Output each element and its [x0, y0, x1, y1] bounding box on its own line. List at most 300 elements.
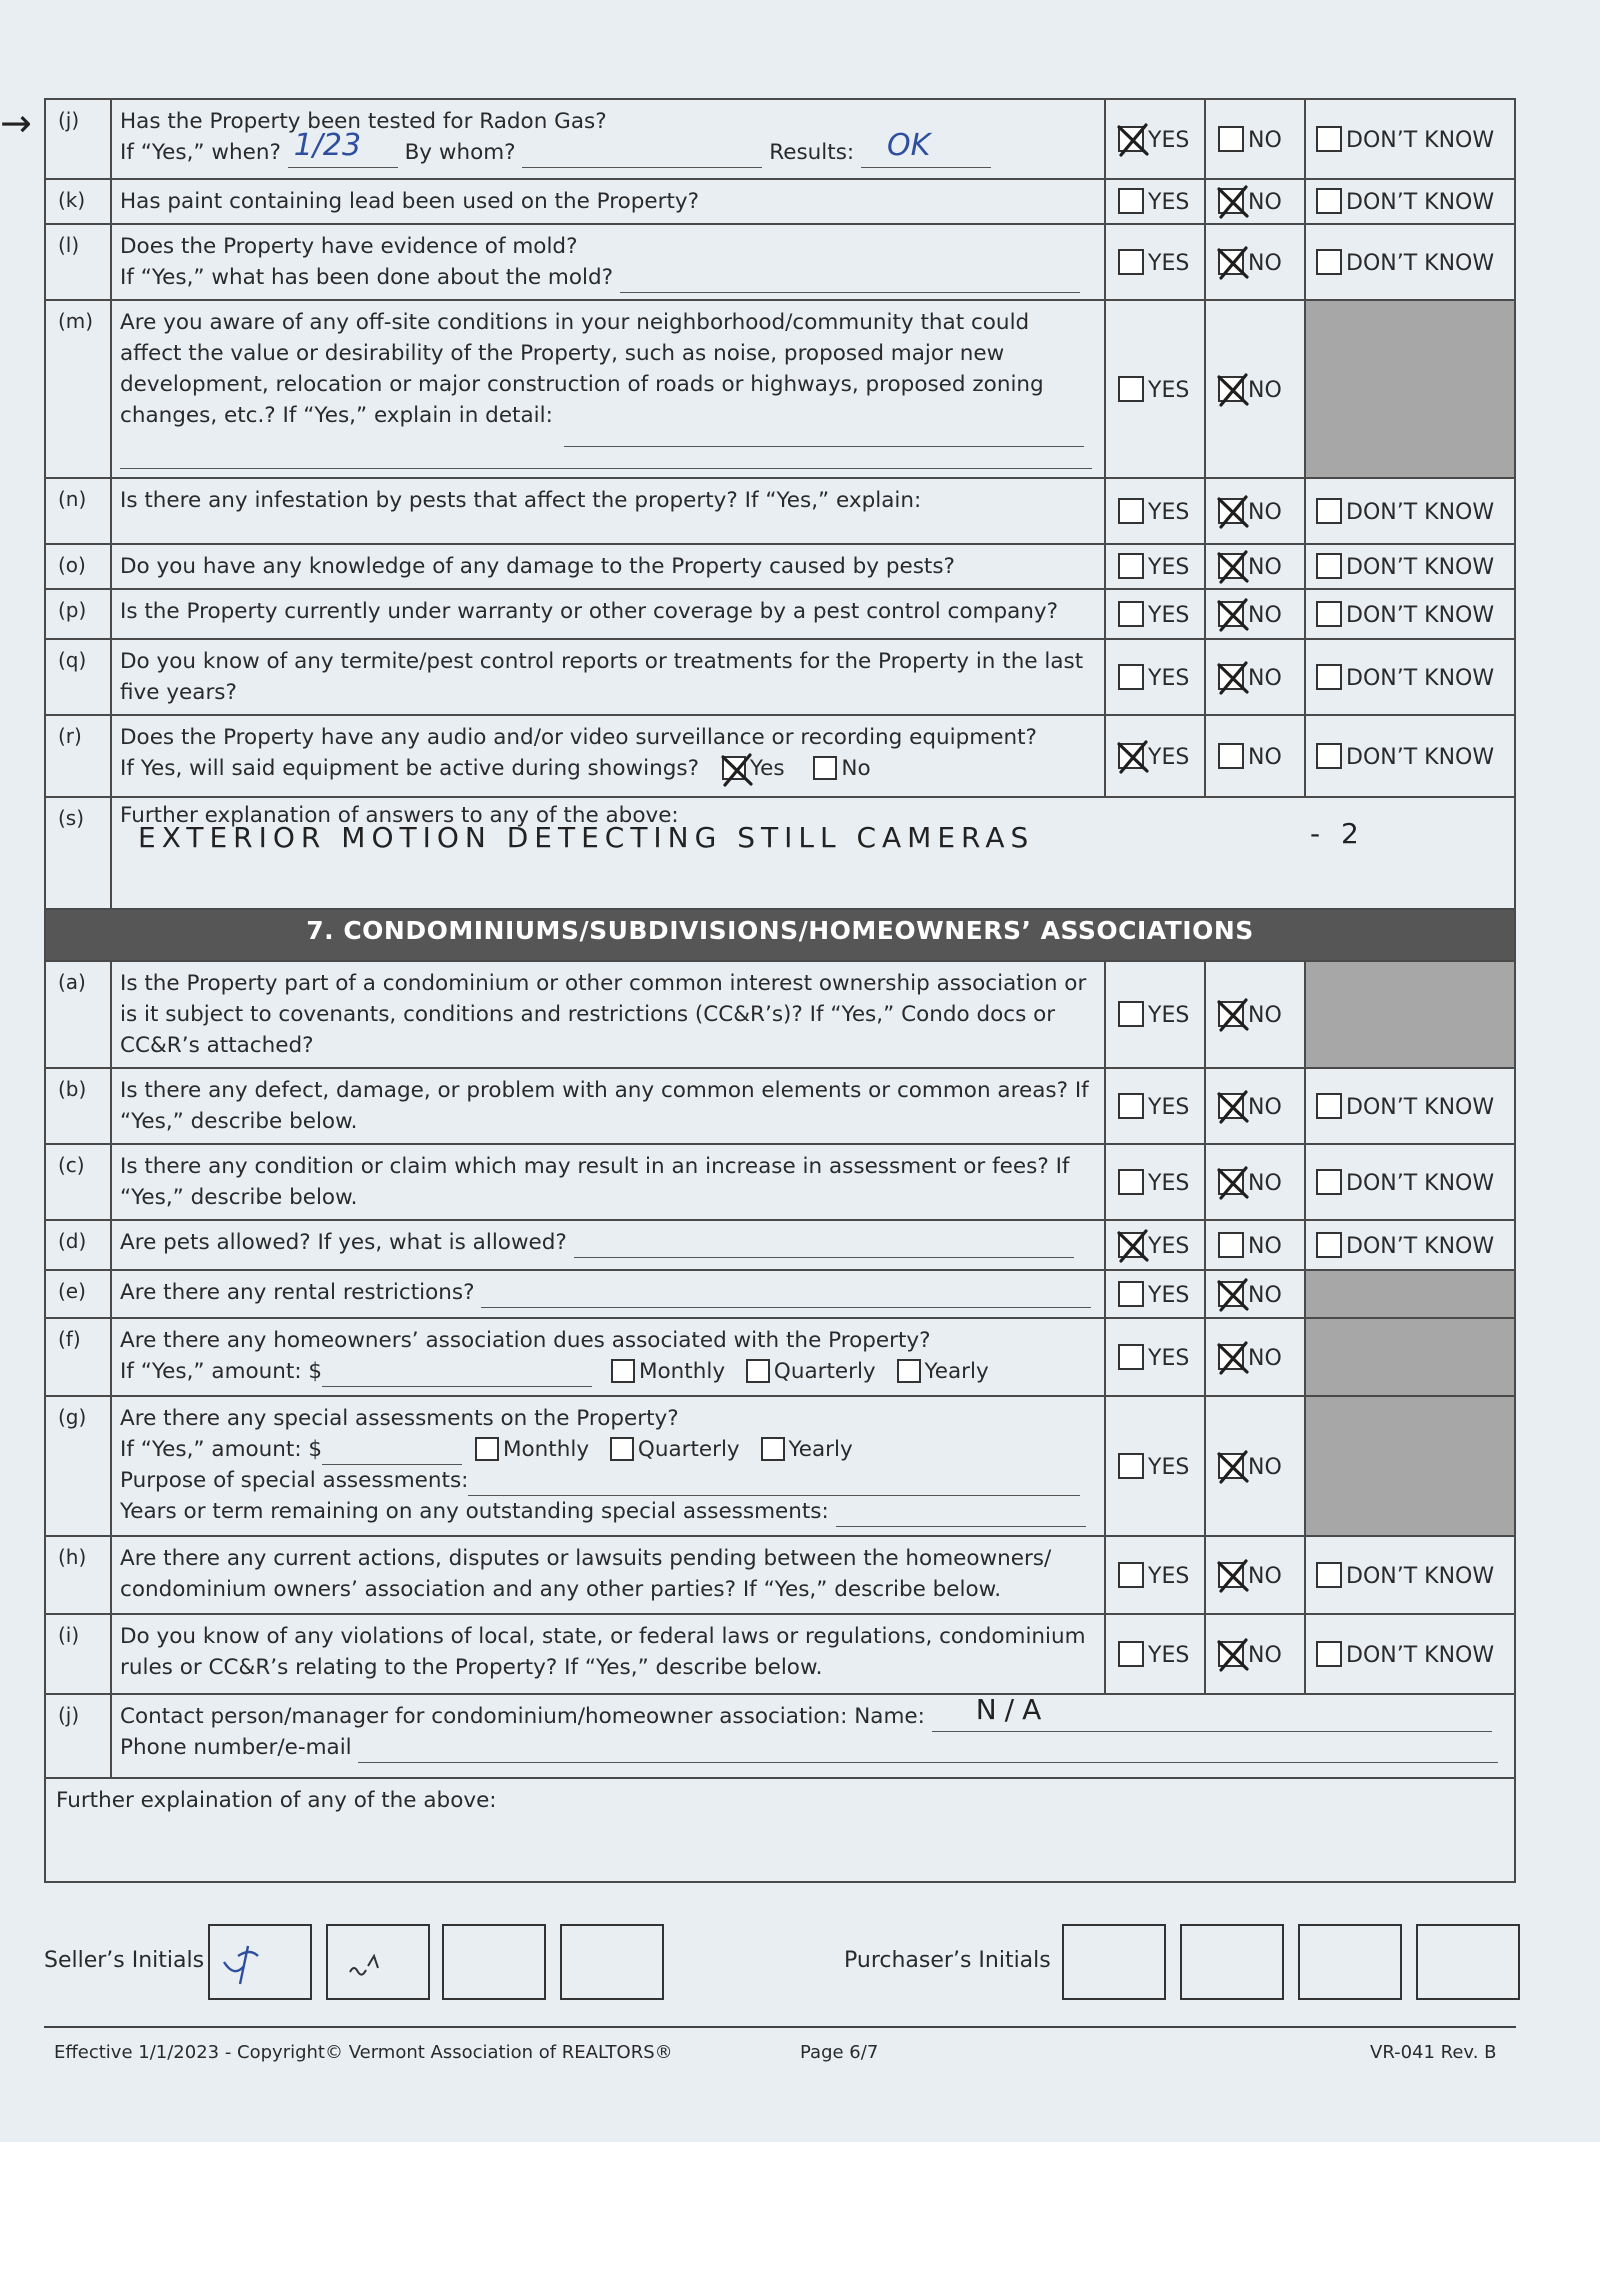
radon-when-field[interactable]: [288, 128, 398, 168]
yes-checkbox[interactable]: [1118, 1232, 1144, 1258]
yes-option: [1105, 1270, 1205, 1318]
question-text: Do you know of any violations of local, state, or federal laws or regulations, condominium rules or CC&R’s relating to the Property? If “Yes,” describe below.: [111, 1614, 1105, 1694]
rental-question: Are there any rental restrictions?: [120, 1280, 475, 1305]
no-option: [1205, 1614, 1305, 1694]
row-id: (g): [45, 1396, 111, 1536]
mold-followup-label: If “Yes,” what has been done about the mold?: [120, 265, 614, 290]
no-label: NO: [1248, 1233, 1282, 1259]
row-id: (p): [45, 589, 111, 639]
purchaser-initials-label: Purchaser’s Initials: [844, 1948, 1051, 1973]
yes-checkbox[interactable]: [1118, 601, 1144, 627]
no-checkbox[interactable]: [1218, 1562, 1244, 1588]
dues-question: Are there any homeowners’ association dues associated with the Property?: [120, 1328, 931, 1353]
row-id: (k): [45, 179, 111, 224]
no-option: [1205, 715, 1305, 797]
row-hoa-contact: [45, 1694, 1515, 1778]
checkmark-x-icon: [1216, 1340, 1250, 1376]
initials-row: [44, 1924, 1524, 2004]
yes-checkbox[interactable]: [1118, 1001, 1144, 1027]
question-text: Has paint containing lead been used on the Property?: [111, 179, 1105, 224]
dont-know-option: [1305, 1068, 1515, 1144]
shaded-cell: [1305, 1270, 1515, 1318]
row-id: (j): [45, 99, 111, 179]
yes-option: [1105, 589, 1205, 639]
row-id: (e): [45, 1270, 111, 1318]
row-id: (s): [45, 797, 111, 909]
row-id: (a): [45, 961, 111, 1068]
final-explanation-cell[interactable]: [45, 1778, 1515, 1882]
yes-checkbox[interactable]: [1118, 188, 1144, 214]
row-termite-reports: [45, 639, 1515, 715]
assessment-quarterly-checkbox[interactable]: [610, 1437, 634, 1461]
yes-label: YES: [1148, 555, 1190, 580]
question-text: Do you have any knowledge of any damage to the Property caused by pests?: [111, 544, 1105, 589]
checkmark-x-icon: [1116, 122, 1150, 158]
no-label: NO: [1248, 665, 1282, 691]
no-option: [1205, 544, 1305, 589]
pets-question: Are pets allowed? If yes, what is allowed?: [120, 1230, 567, 1255]
further-explanation-handwriting: EXTERIOR MOTION DETECTING STILL CAMERAS: [138, 821, 1035, 854]
assessment-purpose-field[interactable]: [468, 1472, 1080, 1496]
row-id: (o): [45, 544, 111, 589]
no-checkbox[interactable]: [1218, 498, 1244, 524]
purchaser-initials-box-4[interactable]: [1416, 1924, 1520, 2000]
seller-initial-signature-2-icon: [328, 1926, 432, 2002]
yes-option: [1105, 478, 1205, 544]
row-id: (h): [45, 1536, 111, 1614]
no-checkbox[interactable]: [1218, 743, 1244, 769]
row-pets-allowed: [45, 1220, 1515, 1270]
checkmark-x-icon: [720, 752, 754, 788]
no-label: NO: [1248, 602, 1282, 628]
dues-yearly-label: Yearly: [924, 1359, 989, 1384]
checkmark-x-icon: [1216, 1165, 1250, 1201]
radon-bywhom-field[interactable]: [522, 144, 762, 168]
dont-know-checkbox[interactable]: [1316, 743, 1342, 769]
yes-label: YES: [1148, 250, 1190, 276]
no-label: NO: [1248, 250, 1282, 276]
dont-know-label: DON’T KNOW: [1346, 1563, 1495, 1589]
surveillance-question: Does the Property have any audio and/or video surveillance or recording equipment?: [120, 725, 1037, 750]
row-id: (c): [45, 1144, 111, 1220]
dont-know-checkbox[interactable]: [1316, 1562, 1342, 1588]
contact-phone-label: Phone number/e-mail: [120, 1735, 352, 1760]
row-special-assessments: [45, 1396, 1515, 1536]
no-label: NO: [1248, 377, 1282, 403]
no-checkbox[interactable]: [1218, 1093, 1244, 1119]
yes-label: YES: [1148, 1642, 1190, 1668]
seller-initials-box-2[interactable]: [326, 1924, 430, 2000]
question-text: [111, 300, 1105, 478]
row-id: (d): [45, 1220, 111, 1270]
checkmark-x-icon: [1216, 597, 1250, 633]
seller-initials-box-1[interactable]: [208, 1924, 312, 2000]
assessment-monthly-label: Monthly: [502, 1437, 590, 1462]
dont-know-option: [1305, 639, 1515, 715]
no-label: NO: [1248, 1563, 1282, 1589]
no-option: [1205, 1220, 1305, 1270]
dues-quarterly-checkbox[interactable]: [746, 1359, 770, 1383]
yes-label: YES: [1148, 1003, 1190, 1028]
dont-know-label: DON’T KNOW: [1346, 602, 1495, 628]
yes-option: [1105, 99, 1205, 179]
row-id: (q): [45, 639, 111, 715]
contact-name-label: Contact person/manager for condominium/homeowner association: Name:: [120, 1704, 925, 1729]
yes-checkbox[interactable]: [1118, 1562, 1144, 1588]
checkmark-x-icon: [1116, 739, 1150, 775]
row-radon: [45, 99, 1515, 179]
no-checkbox[interactable]: [1218, 1232, 1244, 1258]
no-option: [1205, 300, 1305, 478]
arrow-icon: →: [0, 101, 32, 145]
dont-know-label: DON’T KNOW: [1346, 250, 1495, 276]
radon-bywhom-label: By whom?: [404, 140, 516, 165]
dont-know-checkbox[interactable]: [1316, 188, 1342, 214]
mold-explain-field[interactable]: [620, 269, 1080, 293]
row-mold: [45, 224, 1515, 300]
no-checkbox[interactable]: [1218, 1344, 1244, 1370]
dont-know-label: DON’T KNOW: [1346, 665, 1495, 691]
yes-checkbox[interactable]: [1118, 743, 1144, 769]
yes-label: YES: [1148, 127, 1190, 153]
yes-checkbox[interactable]: [1118, 126, 1144, 152]
no-option: [1205, 1068, 1305, 1144]
no-checkbox[interactable]: [1218, 1001, 1244, 1027]
further-explanation-label: Further explanation of answers to any of the above:: [120, 803, 679, 828]
yes-option: [1105, 1614, 1205, 1694]
yes-label: YES: [1148, 1233, 1190, 1259]
row-rental-restrictions: [45, 1270, 1515, 1318]
assessment-quarterly-label: Quarterly: [637, 1437, 740, 1462]
no-option: [1205, 1536, 1305, 1614]
shaded-cell: [1305, 1396, 1515, 1536]
contact-name-handwriting: N/A: [975, 1693, 1050, 1726]
no-checkbox[interactable]: [1218, 553, 1244, 579]
row-lead-paint: [45, 179, 1515, 224]
question-text: Is there any infestation by pests that affect the property? If “Yes,” explain:: [111, 478, 1105, 544]
assessment-purpose-label: Purpose of special assessments:: [120, 1468, 469, 1493]
shaded-cell: [1305, 1318, 1515, 1396]
no-option: [1205, 1144, 1305, 1220]
no-label: NO: [1248, 499, 1282, 525]
radon-results-label: Results:: [769, 140, 855, 165]
yes-checkbox[interactable]: [1118, 553, 1144, 579]
row-pest-infestation: [45, 478, 1515, 544]
dont-know-option: [1305, 589, 1515, 639]
no-option: [1205, 639, 1305, 715]
yes-checkbox[interactable]: [1118, 498, 1144, 524]
dont-know-label: DON’T KNOW: [1346, 127, 1495, 153]
yes-label: YES: [1148, 499, 1190, 525]
radon-results-field[interactable]: [861, 128, 991, 168]
checkmark-x-icon: [1216, 1089, 1250, 1125]
yes-checkbox[interactable]: [1118, 1641, 1144, 1667]
radon-results-value: OK: [887, 128, 931, 163]
dont-know-checkbox[interactable]: [1316, 1093, 1342, 1119]
no-label: NO: [1248, 1642, 1282, 1668]
no-option: [1205, 224, 1305, 300]
yes-label: YES: [1148, 377, 1190, 403]
dues-amount-label: If “Yes,” amount: $: [120, 1359, 323, 1384]
yes-checkbox[interactable]: [1118, 1281, 1144, 1307]
contact-phone-field[interactable]: [358, 1739, 1498, 1763]
no-option: [1205, 1318, 1305, 1396]
no-label: NO: [1248, 1454, 1282, 1480]
assessment-amount-label: If “Yes,” amount: $: [120, 1437, 323, 1462]
question-text: [111, 224, 1105, 300]
yes-option: [1105, 300, 1205, 478]
dont-know-option: [1305, 224, 1515, 300]
seller-initials-label: Seller’s Initials: [44, 1948, 205, 1973]
no-option: [1205, 589, 1305, 639]
yes-option: [1105, 179, 1205, 224]
seller-initials-box-4[interactable]: [560, 1924, 664, 2000]
checkmark-x-icon: [1216, 1637, 1250, 1673]
yes-option: [1105, 1396, 1205, 1536]
yes-option: [1105, 1536, 1205, 1614]
dont-know-option: [1305, 1536, 1515, 1614]
dont-know-checkbox[interactable]: [1316, 249, 1342, 275]
dues-monthly-checkbox[interactable]: [611, 1359, 635, 1383]
no-option: [1205, 1270, 1305, 1318]
yes-label: YES: [1148, 1563, 1190, 1589]
yes-option: [1105, 639, 1205, 715]
yes-option: [1105, 544, 1205, 589]
row-common-defects: [45, 1068, 1515, 1144]
yes-checkbox[interactable]: [1118, 1453, 1144, 1479]
no-checkbox[interactable]: [1218, 376, 1244, 402]
dont-know-label: DON’T KNOW: [1346, 499, 1495, 525]
row-final-explanation: [45, 1778, 1515, 1882]
dont-know-label: DON’T KNOW: [1346, 1233, 1495, 1259]
offsite-question: Are you aware of any off-site conditions in your neighborhood/community that could affect the value or desirability of the Property, such as noise, proposed major new development, relocation or major construction of roads or highways, proposed zoning changes, etc.? If “Yes,” explain in detail:: [120, 310, 1044, 428]
assessment-years-field[interactable]: [836, 1503, 1086, 1527]
assessment-question: Are there any special assessments on the Property?: [120, 1406, 679, 1431]
dont-know-option: [1305, 1614, 1515, 1694]
footer-divider: [44, 2026, 1516, 2028]
no-label: NO: [1248, 744, 1282, 770]
no-option: [1205, 961, 1305, 1068]
yes-option: [1105, 1144, 1205, 1220]
dont-know-option: [1305, 478, 1515, 544]
no-label: NO: [1248, 127, 1282, 153]
footer-copyright: Effective 1/1/2023 - Copyright© Vermont Association of REALTORS®: [54, 2042, 673, 2063]
dues-amount-field[interactable]: [322, 1363, 592, 1387]
question-text: Do you know of any termite/pest control reports or treatments for the Property in the last five years?: [111, 639, 1105, 715]
yes-checkbox[interactable]: [1118, 664, 1144, 690]
camera-count-handwriting: - 2: [1310, 817, 1365, 850]
section-title: 7. CONDOMINIUMS/SUBDIVISIONS/HOMEOWNERS’ ASSOCIATIONS: [45, 909, 1515, 961]
yes-checkbox[interactable]: [1118, 249, 1144, 275]
no-option: [1205, 179, 1305, 224]
dont-know-option: [1305, 99, 1515, 179]
no-checkbox[interactable]: [1218, 249, 1244, 275]
row-id: (j): [45, 1694, 111, 1778]
dues-yearly-checkbox[interactable]: [897, 1359, 921, 1383]
row-lawsuits: [45, 1536, 1515, 1614]
footer-page-number: Page 6/7: [800, 2042, 879, 2063]
dues-quarterly-label: Quarterly: [773, 1359, 876, 1384]
question-text: Is the Property part of a condominium or other common interest ownership association or is it subject to covenants, conditions and restrictions (CC&R’s)? If “Yes,” Condo docs or CC&R’s attached?: [111, 961, 1105, 1068]
yes-checkbox[interactable]: [1118, 1344, 1144, 1370]
yes-label: YES: [1148, 190, 1190, 215]
purchaser-initials-box-3[interactable]: [1298, 1924, 1402, 2000]
dont-know-label: DON’T KNOW: [1346, 190, 1495, 215]
no-checkbox[interactable]: [1218, 1641, 1244, 1667]
no-option: [1205, 478, 1305, 544]
assessment-yearly-checkbox[interactable]: [761, 1437, 785, 1461]
yes-label: YES: [1148, 1454, 1190, 1480]
surveillance-active-no-label: No: [841, 756, 871, 781]
contact-cell: [111, 1694, 1515, 1778]
assessment-amount-field[interactable]: [322, 1441, 462, 1465]
no-label: NO: [1248, 1094, 1282, 1120]
yes-option: [1105, 961, 1205, 1068]
yes-label: YES: [1148, 665, 1190, 691]
further-explanation-cell[interactable]: [111, 797, 1515, 909]
seller-initial-signature-icon: [210, 1926, 314, 2002]
yes-option: [1105, 715, 1205, 797]
yes-option: [1105, 1318, 1205, 1396]
disclosure-table: [44, 98, 1516, 1883]
row-id: (b): [45, 1068, 111, 1144]
dont-know-label: DON’T KNOW: [1346, 744, 1495, 770]
dont-know-checkbox[interactable]: [1316, 553, 1342, 579]
no-checkbox[interactable]: [1218, 1169, 1244, 1195]
checkmark-x-icon: [1216, 549, 1250, 585]
checkmark-x-icon: [1216, 184, 1250, 220]
no-checkbox[interactable]: [1218, 126, 1244, 152]
checkmark-x-icon: [1216, 660, 1250, 696]
dont-know-label: DON’T KNOW: [1346, 1170, 1495, 1196]
shaded-cell: [1305, 300, 1515, 478]
no-checkbox[interactable]: [1218, 1281, 1244, 1307]
checkmark-x-icon: [1216, 245, 1250, 281]
dues-monthly-label: Monthly: [638, 1359, 726, 1384]
question-text: Are there any current actions, disputes or lawsuits pending between the homeowners/ condominium owners’ association and any other parties? If “Yes,” describe below.: [111, 1536, 1105, 1614]
row-id: (f): [45, 1318, 111, 1396]
row-pest-damage: [45, 544, 1515, 589]
surveillance-active-no-checkbox[interactable]: [813, 756, 837, 780]
checkmark-x-icon: [1216, 1449, 1250, 1485]
yes-label: YES: [1148, 1345, 1190, 1371]
contact-name-field[interactable]: [932, 1693, 1492, 1732]
purchaser-initials-box-1[interactable]: [1062, 1924, 1166, 2000]
no-checkbox[interactable]: [1218, 664, 1244, 690]
checkmark-x-icon: [1116, 1228, 1150, 1264]
row-offsite-conditions: [45, 300, 1515, 478]
question-text: [111, 715, 1105, 797]
no-label: NO: [1248, 1170, 1282, 1196]
no-label: NO: [1248, 1282, 1282, 1308]
row-id: (i): [45, 1614, 111, 1694]
no-option: [1205, 1396, 1305, 1536]
dont-know-option: [1305, 1220, 1515, 1270]
dont-know-checkbox[interactable]: [1316, 664, 1342, 690]
surveillance-active-yes-label: Yes: [749, 756, 785, 781]
dont-know-checkbox[interactable]: [1316, 498, 1342, 524]
assessment-monthly-checkbox[interactable]: [475, 1437, 499, 1461]
dont-know-option: [1305, 715, 1515, 797]
checkmark-x-icon: [1216, 1558, 1250, 1594]
no-checkbox[interactable]: [1218, 188, 1244, 214]
yes-label: YES: [1148, 1094, 1190, 1120]
offsite-explain-field[interactable]: [564, 423, 1084, 447]
checkmark-x-icon: [1216, 494, 1250, 530]
surveillance-active-yes-checkbox[interactable]: [722, 756, 746, 780]
question-text: [111, 1270, 1105, 1318]
no-label: NO: [1248, 1345, 1282, 1371]
radon-when-label: If “Yes,” when?: [120, 140, 281, 165]
offsite-explain-field-2[interactable]: [120, 447, 1092, 469]
yes-label: YES: [1148, 602, 1190, 628]
shaded-cell: [1305, 961, 1515, 1068]
yes-checkbox[interactable]: [1118, 1169, 1144, 1195]
pets-field[interactable]: [574, 1234, 1074, 1258]
yes-option: [1105, 1220, 1205, 1270]
dont-know-checkbox[interactable]: [1316, 1232, 1342, 1258]
no-label: NO: [1248, 1003, 1282, 1028]
row-violations: [45, 1614, 1515, 1694]
yes-option: [1105, 224, 1205, 300]
yes-label: YES: [1148, 1282, 1190, 1308]
footer-form-id: VR-041 Rev. B: [1370, 2042, 1497, 2063]
radon-question: Has the Property been tested for Radon Gas?: [120, 109, 607, 134]
dont-know-option: [1305, 1144, 1515, 1220]
question-text: [111, 1220, 1105, 1270]
radon-when-value: 1/23: [293, 128, 362, 163]
dont-know-checkbox[interactable]: [1316, 1169, 1342, 1195]
no-checkbox[interactable]: [1218, 601, 1244, 627]
question-text: [111, 99, 1105, 179]
mold-question: Does the Property have evidence of mold?: [120, 234, 578, 259]
yes-label: YES: [1148, 744, 1190, 770]
dont-know-checkbox[interactable]: [1316, 601, 1342, 627]
row-hoa-dues: [45, 1318, 1515, 1396]
dont-know-label: DON’T KNOW: [1346, 1094, 1495, 1120]
row-id: (l): [45, 224, 111, 300]
yes-checkbox[interactable]: [1118, 1093, 1144, 1119]
no-option: [1205, 99, 1305, 179]
question-text: Is there any defect, damage, or problem with any common elements or common areas? If “Yes,” describe below.: [111, 1068, 1105, 1144]
final-explanation-label: Further explaination of any of the above:: [56, 1788, 497, 1813]
checkmark-x-icon: [1216, 997, 1250, 1033]
question-text: [111, 1318, 1105, 1396]
no-checkbox[interactable]: [1218, 1453, 1244, 1479]
dont-know-checkbox[interactable]: [1316, 126, 1342, 152]
yes-checkbox[interactable]: [1118, 376, 1144, 402]
row-surveillance: [45, 715, 1515, 797]
dont-know-option: [1305, 544, 1515, 589]
yes-label: YES: [1148, 1170, 1190, 1196]
row-assessment-increase: [45, 1144, 1515, 1220]
rental-field[interactable]: [481, 1284, 1091, 1308]
row-id: (n): [45, 478, 111, 544]
checkmark-x-icon: [1216, 372, 1250, 408]
no-label: NO: [1248, 190, 1282, 215]
dont-know-label: DON’T KNOW: [1346, 1642, 1495, 1668]
no-label: NO: [1248, 555, 1282, 580]
purchaser-initials-box-2[interactable]: [1180, 1924, 1284, 2000]
dont-know-option: [1305, 179, 1515, 224]
assessment-years-label: Years or term remaining on any outstanding special assessments:: [120, 1499, 829, 1524]
row-further-explanation: [45, 797, 1515, 909]
checkmark-x-icon: [1216, 1277, 1250, 1313]
assessment-yearly-label: Yearly: [788, 1437, 853, 1462]
dont-know-checkbox[interactable]: [1316, 1641, 1342, 1667]
question-text: [111, 1396, 1105, 1536]
seller-initials-box-3[interactable]: [442, 1924, 546, 2000]
